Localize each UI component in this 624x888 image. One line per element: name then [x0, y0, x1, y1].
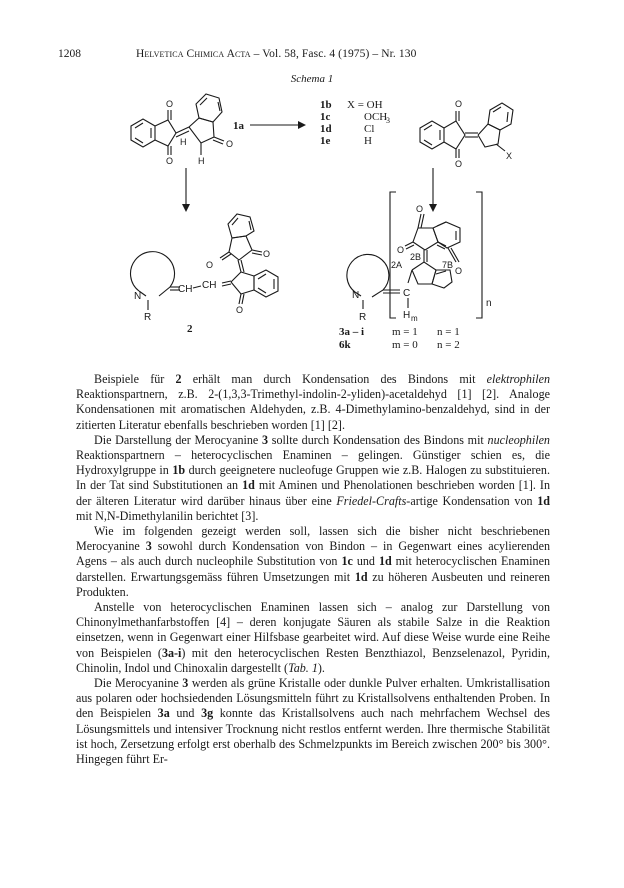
text-run: mit N,N-Dimethylanilin berichtet [3].	[76, 508, 259, 523]
emphasis-text: Tab. 1	[288, 660, 318, 675]
indanone-ring	[155, 120, 176, 146]
atom-label-o: O	[166, 156, 174, 166]
bracket-left	[390, 192, 396, 318]
text-run: mit Aminen und Phenolationen beschrieben worden [1]. In der älteren Literatur wird darüber hinaus über eine	[76, 478, 550, 508]
emphasis-text: nucleophilen	[487, 432, 550, 447]
journal-name: Helvetica Chimica Acta	[136, 48, 251, 60]
product-n: n = 2	[437, 339, 460, 351]
compound-id: 1d	[320, 123, 332, 135]
paragraph	[76, 372, 550, 433]
text-run: und	[169, 706, 202, 721]
atom-label-r: R	[359, 312, 367, 323]
compound-id: 1c	[320, 111, 331, 123]
atom-label-h: H	[180, 137, 187, 147]
compound-label-1a: 1a	[233, 120, 244, 132]
text-run: ) mit den heterocyclischen Resten Benzthiazol, Benzselenazol, Pyridin, Chinolin, Indol und Chinoxalin dargestellt (	[76, 645, 551, 675]
text-run: Anstelle von heterocyclischen Enaminen lassen sich – analog zur Darstellung von Chinonylmethanfarbstoffen [4] – deren konjugate Säuren als stabile Salze in die Reaktion einsetzen, wenn in Gegenwart einer Hilfsbase gearbeitet wird. Auf diese Weise wurde eine Reihe von Beispielen (	[76, 600, 550, 660]
atom-label-o: O	[206, 260, 214, 270]
page-number: 1208	[58, 48, 81, 60]
heterocycle-ring	[131, 252, 175, 291]
text-run: -artige Kondensation von	[406, 493, 538, 508]
paragraph	[76, 676, 550, 767]
compound-ref: 3	[145, 539, 152, 554]
text-run: Reaktionspartnern, z.B. 2-(1,3,3-Trimethyl-indolin-2-yliden)-acetaldehyd [1] [2]. Analoge Kondensationen mit aromatischen Aldehyden, z.B. 4-Dimethylamino-benzaldehyd, sind in der zitierten Literatur ebenfalls beschrieben worden [1] [2].	[76, 387, 550, 432]
product-legend	[339, 326, 460, 351]
text-run: werden als grüne Kristalle oder dunkle Pulver erhalten. Umkristallisation aus polaren oder hochsiedenden Lösungsmitteln führt zu Kristallsolvens enthaltenden Proben. In den Beispielen	[76, 676, 551, 721]
atom-label-o: O	[397, 245, 405, 255]
substituent: Cl	[364, 123, 375, 135]
compound-ref: 1d	[242, 478, 255, 493]
ring-label-2a: 2A	[391, 260, 403, 270]
reaction-scheme	[0, 0, 624, 360]
atom-label-n: N	[352, 290, 360, 301]
atom-label-o: O	[226, 139, 234, 149]
atom-label-o: O	[166, 99, 174, 109]
text-run: sollte durch Kondensation des Bindons mit	[268, 432, 488, 447]
atom-label-o: O	[236, 305, 244, 315]
atom-label-o: O	[416, 204, 424, 214]
text-run: erhält man durch Kondensation des Bindons mit	[181, 372, 487, 386]
heterocycle-ring	[347, 254, 389, 292]
paragraph	[76, 433, 550, 524]
compound-ref: 1b	[172, 463, 186, 478]
compound-id: 1b	[320, 99, 332, 111]
journal-issue: – Vol. 58, Fasc. 4 (1975) – Nr. 130	[250, 48, 417, 60]
ring-label-7b: 7B	[442, 260, 454, 270]
subscript-n: n	[486, 298, 492, 309]
bracket-right	[476, 192, 482, 318]
schema-title: Schema 1	[290, 73, 334, 85]
text-run: konnte das Kristallsolvens auch nach mehrfachem Wechsel des Lösungsmittels und intensiver Trocknung nicht restlos entfernt werden. Ihre thermische Stabilität ist hoch, Zersetzung erfolgt erst oberhalb des Schmelzpunkts im Bereich zwischen 200° bis 300°. Hingegen führt Er-	[76, 706, 551, 767]
product-n: n = 1	[437, 326, 460, 338]
indandione-ring	[444, 121, 465, 149]
text-run: Die Darstellung der Merocyanine	[94, 432, 262, 447]
substituent: X = OH	[347, 99, 383, 111]
atom-label-c: C	[403, 288, 411, 299]
compound-ref: 2	[175, 372, 182, 386]
atom-label-n: N	[134, 291, 142, 302]
product-id: 3a – i	[339, 326, 365, 338]
indandione-ring	[231, 272, 254, 294]
atom-label-o: O	[455, 99, 463, 109]
compound-ref: 3	[261, 432, 269, 447]
atom-label-r: R	[144, 312, 152, 323]
paragraph	[76, 524, 550, 600]
substituent-table	[320, 99, 390, 147]
product-m: m = 0	[392, 339, 418, 351]
text-run: zu höheren Ausbeuten und reineren Produkten.	[76, 569, 550, 599]
compound-ref: 3a-i	[161, 645, 182, 660]
product-id: 6k	[339, 339, 351, 351]
atom-label-o: O	[455, 266, 463, 276]
compound-ref: 1c	[341, 554, 353, 569]
compound-ref: 3	[182, 676, 189, 691]
compound-ref: 3a	[157, 706, 170, 721]
text-run: ).	[317, 660, 325, 675]
benzene-ring	[196, 94, 222, 122]
structure-1a	[131, 94, 224, 155]
text-run: Die Merocyanine	[94, 676, 183, 691]
atom-label-o: O	[455, 159, 463, 169]
atom-label-h: H	[198, 156, 205, 166]
indanone-ring	[229, 236, 252, 260]
group-label-ch: CH	[202, 280, 217, 291]
paragraph	[76, 600, 550, 676]
atom-label-h: H	[403, 310, 411, 321]
emphasis-text: Friedel-Crafts	[336, 493, 407, 508]
text-run: mit heterocyclischen Enaminen darstellen. Erwartungsgemäss führen Umsetzungen mit	[76, 554, 551, 584]
compound-id: 1e	[320, 135, 331, 147]
compound-ref: 1d	[537, 493, 551, 508]
ring-label-2b: 2B	[410, 252, 422, 262]
substituent: H	[364, 135, 372, 147]
text-run: Wie im folgenden gezeigt werden soll, lassen sich die bisher nicht beschriebenen Merocyanine	[76, 524, 550, 554]
text-run: sowohl durch Kondensation von Bindon – in Gegenwart eines acylierenden Agens – als auch durch nucleophile Substitution von	[76, 539, 550, 569]
compound-label-2: 2	[187, 323, 193, 335]
emphasis-text: elektrophilen	[486, 372, 550, 386]
text-run: Beispiele für	[94, 372, 176, 386]
indene-ring	[478, 124, 500, 147]
substituent: OCH	[364, 111, 388, 123]
text-run: Reaktionspartnern – heterocyclischen Enaminen – gelingen. Günstiger schien es, die Hydroxylgruppe in	[76, 448, 550, 478]
atom-label-x: X	[506, 151, 513, 161]
group-label-ch: CH	[178, 284, 193, 295]
compound-ref: 1d	[378, 554, 392, 569]
text-run: durch geeignetere nucleofuge Gruppen wie z.B. Halogen zu substituieren. In der Tat sind Substitutionen an	[76, 463, 550, 493]
structure-1b-e	[420, 103, 513, 158]
compound-ref: 1d	[354, 569, 368, 584]
product-m: m = 1	[392, 326, 418, 338]
compound-ref: 3g	[201, 706, 214, 721]
text-run: und	[352, 554, 379, 569]
structure-2	[131, 214, 278, 310]
subscript-m: m	[411, 314, 418, 323]
substituent-subscript: 3	[386, 116, 390, 125]
body-text	[76, 372, 550, 767]
atom-label-o: O	[263, 249, 271, 259]
